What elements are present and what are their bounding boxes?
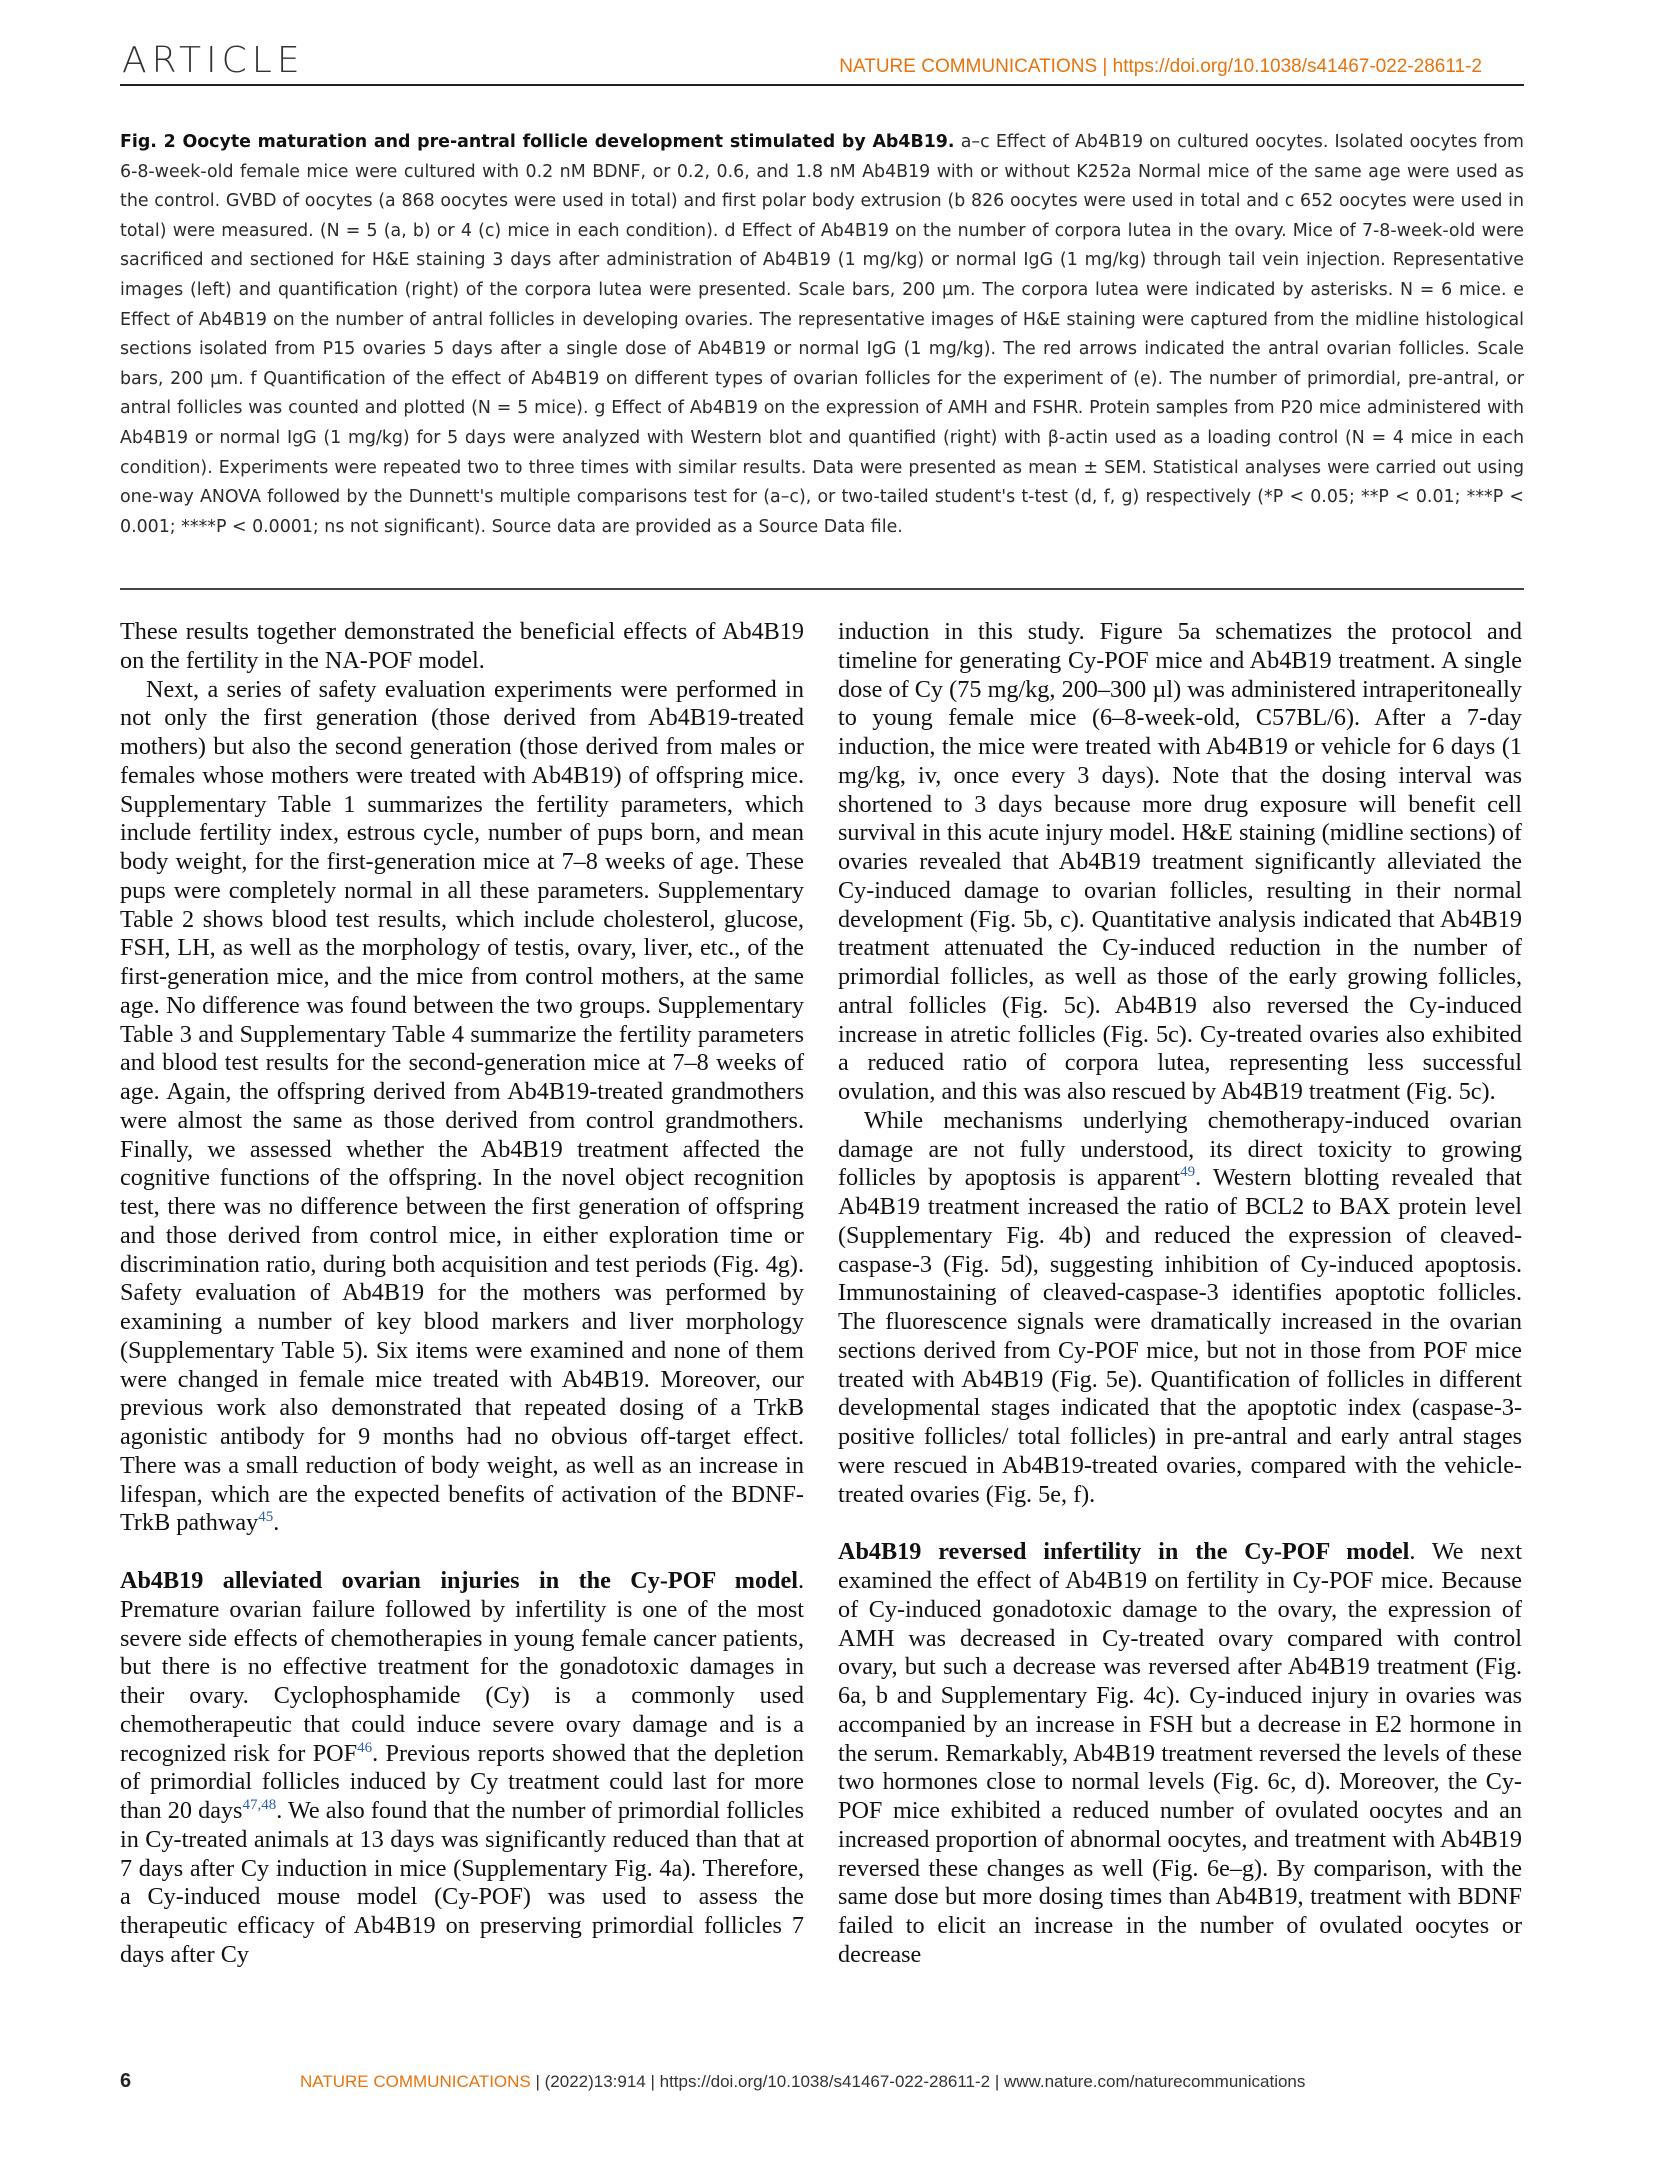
paragraph-text: Next, a series of safety evaluation experiments were performed in not only the first generation (those derived from Ab4B19-treated mothers) but also the second generation (those derived from males or females whose mothers were treated with Ab4B19) of offspring mice. Supplementary Table 1 summarizes the fertility parameters, which include fertility index, estrous cycle, number of pups born, and mean body weight, for the first-generation mice at 7–8 weeks of age. These pups were completely normal in all these parameters. Supplementary Table 2 shows blood test results, which include cholesterol, glucose, FSH, LH, as well as the morphology of testis, ovary, liver, etc., of the first-generation mice, and the mice from control mothers, at the same age. No difference was found between the two groups. Supplementary Table 3 and Supplementary Table 4 summarize the fertility parameters and blood test results for the second-generation mice at 7–8 weeks of age. Again, the offspring derived from Ab4B19-treated grandmothers were almost the same as those derived from control grandmothers. Finally, we assessed whether the Ab4B19 treatment affected the cognitive functions of the offspring. In the novel object recognition test, there was no difference between the first generation of offspring and those derived from control mice, in either exploration time or discrimination ratio, during both acquisition and test periods (Fig. 4g). Safety evaluation of Ab4B19 for the mothers was performed by examining a number of key blood markers and liver morphology (Supplementary Table 5). Six items were examined and none of them were changed in female mice treated with Ab4B19. Moreover, our previous work also demonstrated that repeated dosing of a TrkB agonistic antibody for 9 months had no obvious off-target effect. There was a small reduction of body weight, as well as an increase in lifespan, which are the expected benefits of activation of the BDNF-TrkB pathway [120, 675, 804, 1537]
paragraph-text: While mechanisms underlying chemotherapy-induced ovarian damage are not fully understood, its direct toxicity to growing follicles by apoptosis is apparent [838, 1106, 1522, 1192]
paragraph [838, 1107, 1522, 1510]
right-column [838, 618, 1522, 1970]
figure-caption-label: Fig. 2 Oocyte maturation and pre-antral follicle development stimulated by Ab4B19. [120, 132, 955, 152]
paragraph: induction in this study. Figure 5a schematizes the protocol and timeline for generating Cy-POF mice and Ab4B19 treatment. A single dose of Cy (75 mg/kg, 200–300 µl) was administered intraperitoneally to young female mice (6–8-week-old, C57BL/6). After a 7-day induction, the mice were treated with Ab4B19 or vehicle for 6 days (1 mg/kg, iv, once every 3 days). Note that the dosing interval was shortened to 3 days because more drug exposure will benefit cell survival in this acute injury model. H&E staining (midline sections) of ovaries revealed that Ab4B19 treatment significantly alleviated the Cy-induced damage to ovarian follicles, resulting in their normal development (Fig. 5b, c). Quantitative analysis indicated that Ab4B19 treatment attenuated the Cy-induced reduction in the number of primordial follicles, as well as those of the early growing follicles, antral follicles (Fig. 5c). Ab4B19 also reversed the Cy-induced increase in atretic follicles (Fig. 5c). Cy-treated ovaries also exhibited a reduced ratio of corpora lutea, representing less successful ovulation, and this was also rescued by Ab4B19 treatment (Fig. 5c). [838, 618, 1522, 1105]
paragraph [120, 1567, 804, 1970]
header-rule [120, 84, 1524, 86]
paragraph-text: . Previous reports showed that the depletion of primordial follicles induced by Cy treatment could last for more than 20 days [120, 1739, 805, 1824]
section-heading: Ab4B19 reversed infertility in the Cy-POF model [838, 1538, 1410, 1566]
journal-doi-link[interactable]: NATURE COMMUNICATIONS | https://doi.org/10.1038/s41467-022-28611-2 [839, 56, 1482, 77]
paragraph [120, 676, 804, 1539]
citation-ref[interactable]: 47,48 [242, 1796, 277, 1813]
article-section-label: ARTICLE [122, 40, 305, 81]
section-heading: Ab4B19 alleviated ovarian injuries in the Cy-POF model [120, 1567, 798, 1594]
footer-journal-name: NATURE COMMUNICATIONS [300, 2072, 531, 2091]
paragraph-text: . Premature ovarian failure followed by infertility is one of the most severe side effects of chemotherapies in young female cancer patients, but there is no effective treatment for the gonadotoxic damages in their ovary. Cyclophosphamide (Cy) is a commonly used chemotherapeutic that could induce severe ovary damage and is a recognized risk for POF [120, 1567, 804, 1767]
paragraph-text: . Western blotting revealed that Ab4B19 treatment increased the ratio of BCL2 to BAX protein level (Supplementary Fig. 4b) and reduced the expression of cleaved-caspase-3 (Fig. 5d), suggesting inhibition of Cy-induced apoptosis. Immunostaining of cleaved-caspase-3 identifies apoptotic follicles. The fluorescence signals were dramatically increased in the ovarian sections derived from Cy-POF mice, but not in those from POF mice treated with Ab4B19 (Fig. 5e). Quantification of follicles in different developmental stages indicated that the apoptotic index (caspase-3-positive follicles/ total follicles) in pre-antral and early antral stages were rescued in Ab4B19-treated ovaries, compared with the vehicle-treated ovaries (Fig. 5e, f). [838, 1164, 1522, 1508]
footer-citation [300, 2072, 1305, 2092]
paragraph-text: . We also found that the number of primordial follicles in Cy-treated animals at 13 days was significantly reduced than that at 7 days after Cy induction in mice (Supplementary Fig. 4a). Therefore, a Cy-induced mouse model (Cy-POF) was used to assess the therapeutic efficacy of Ab4B19 on preserving primordial follicles 7 days after Cy [120, 1797, 805, 1968]
caption-rule [120, 588, 1524, 590]
figure-caption-body: a–c Effect of Ab4B19 on cultured oocytes. Isolated oocytes from 6-8-week-old female mice were cultured with 0.2 nM BDNF, or 0.2, 0.6, and 1.8 nM Ab4B19 with or without K252a Normal mice of the same age were used as the control. GVBD of oocytes (a 868 oocytes were used in total) and first polar body extrusion (b 826 oocytes were used in total and c 652 oocytes were used in total) were measured. (N = 5 (a, b) or 4 (c) mice in each condition). d Effect of Ab4B19 on the number of corpora lutea in the ovary. Mice of 7-8-week-old were sacrificed and sectioned for H&E staining 3 days after administration of Ab4B19 (1 mg/kg) or normal IgG (1 mg/kg) through tail vein injection. Representative images (left) and quantification (right) of the corpora lutea were presented. Scale bars, 200 µm. The corpora lutea were indicated by asterisks. N = 6 mice. e Effect of Ab4B19 on the number of antral follicles in developing ovaries. The representative images of H&E staining were captured from the midline histological sections isolated from P15 ovaries 5 days after a single dose of Ab4B19 or normal IgG (1 mg/kg). The red arrows indicated the antral ovarian follicles. Scale bars, 200 µm. f Quantification of the effect of Ab4B19 on different types of ovarian follicles for the experiment of (e). The number of primordial, pre-antral, or antral follicles was counted and plotted (N = 5 mice). g Effect of Ab4B19 on the expression of AMH and FSHR. Protein samples from P20 mice administered with Ab4B19 or normal IgG (1 mg/kg) for 5 days were analyzed with Western blot and quantified (right) with β-actin used as a loading control (N = 4 mice in each condition). Experiments were repeated two to three times with similar results. Data were presented as mean ± SEM. Statistical analyses were carried out using one-way ANOVA followed by the Dunnett's multiple comparisons test for (a–c), or two-tailed student's t-test (d, f, g) respectively (*P < 0.05; **P < 0.01; ***P < 0.001; ****P < 0.0001; ns not significant). Source data are provided as a Source Data file. [120, 132, 1524, 537]
paragraph-text: . We next examined the effect of Ab4B19 on fertility in Cy-POF mice. Because of Cy-induced gonadotoxic damage to the ovary, the expression of AMH was decreased in Cy-treated ovary compared with control ovary, but such a decrease was reversed after Ab4B19 treatment (Fig. 6a, b and Supplementary Fig. 4c). Cy-induced injury in ovaries was accompanied by an increase in FSH but a decrease in E2 hormone in the serum. Remarkably, Ab4B19 treatment reversed the levels of these two hormones close to normal levels (Fig. 6c, d). Moreover, the Cy-POF mice exhibited a reduced number of ovulated oocytes and an increased proportion of abnormal oocytes, and treatment with Ab4B19 reversed these changes as well (Fig. 6e–g). By comparison, with the same dose but more dosing times than Ab4B19, treatment with BDNF failed to elicit an increase in the number of ovulated oocytes or decrease [838, 1538, 1522, 1968]
page-number: 6 [120, 2070, 132, 2092]
left-column [120, 618, 804, 1970]
paragraph: These results together demonstrated the beneficial effects of Ab4B19 on the fertility in the NA-POF model. [120, 618, 804, 674]
paragraph-text: . [273, 1509, 280, 1537]
citation-ref[interactable]: 46 [357, 1739, 373, 1756]
paragraph [838, 1538, 1522, 1969]
citation-ref[interactable]: 45 [258, 1509, 274, 1526]
figure-caption [120, 128, 1524, 542]
footer-citation-text[interactable]: | (2022)13:914 | https://doi.org/10.1038/s41467-022-28611-2 | www.nature.com/naturecommunications [530, 2072, 1306, 2091]
citation-ref[interactable]: 49 [1180, 1164, 1196, 1181]
